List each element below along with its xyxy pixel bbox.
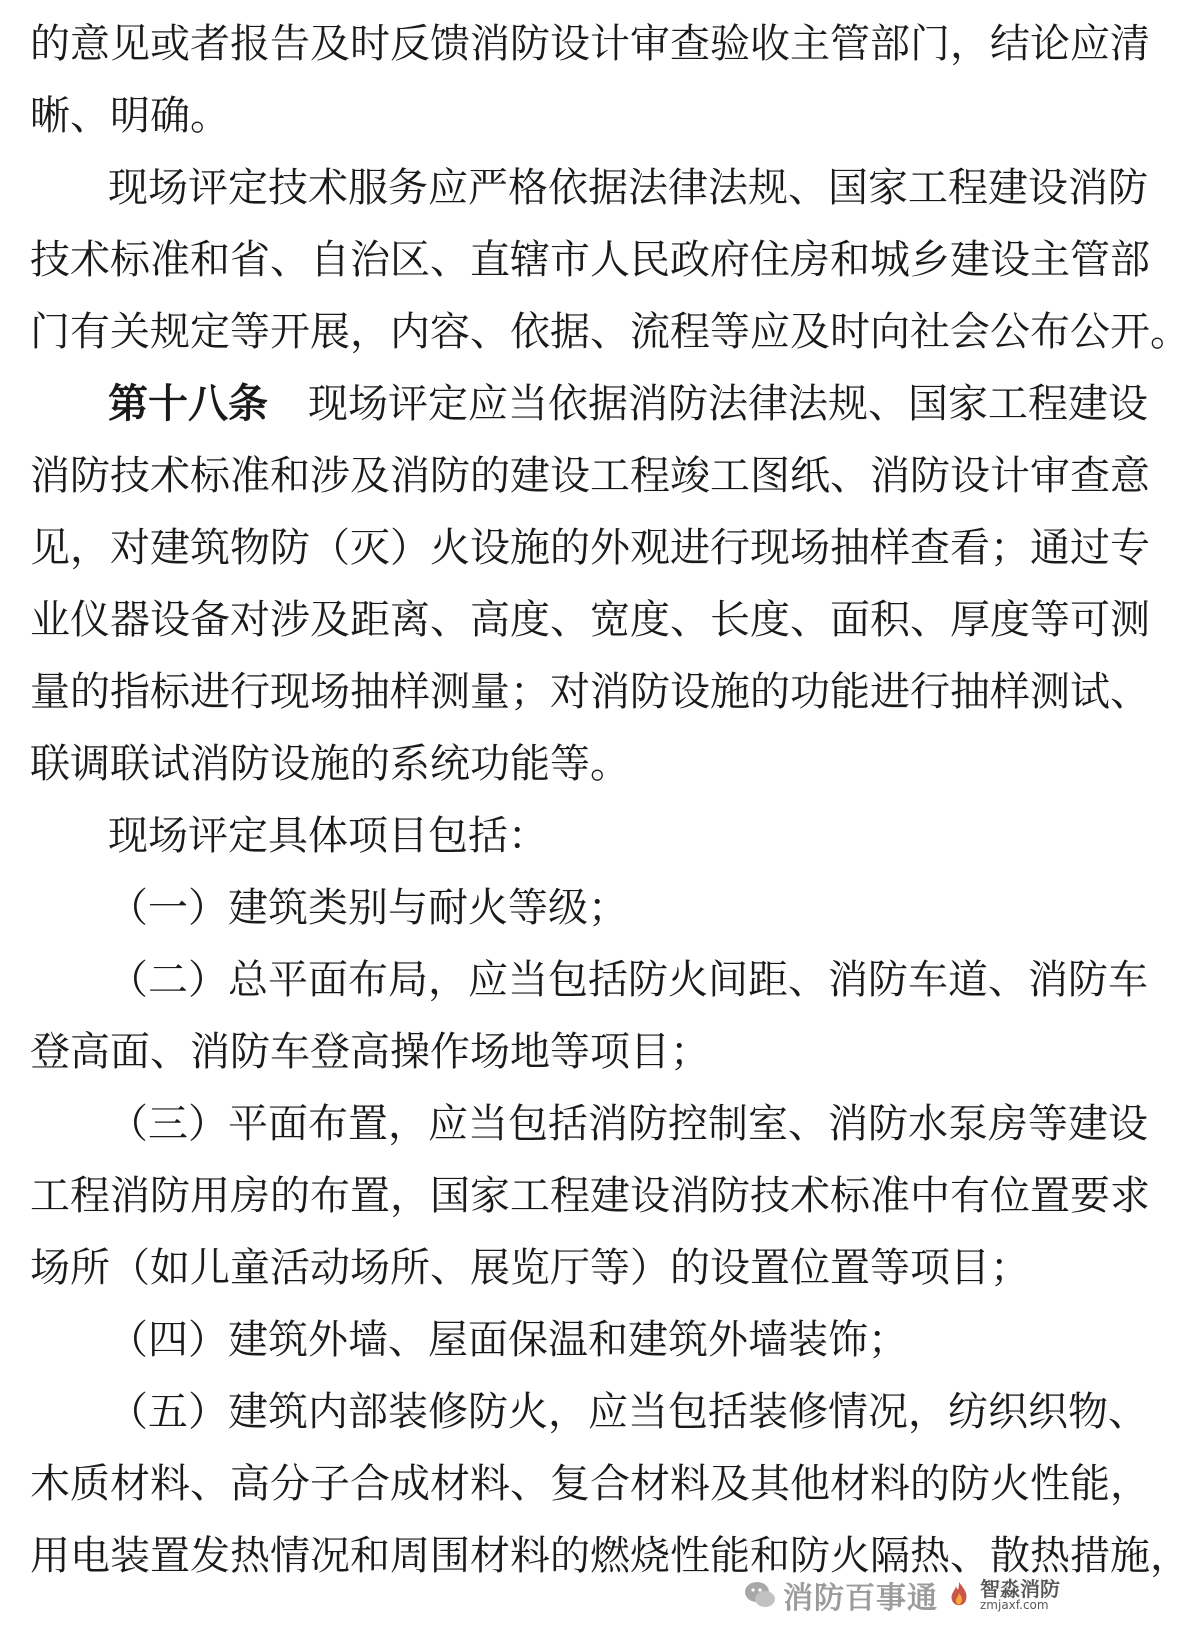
brand-logo-name: 智淼消防 xyxy=(980,1577,1060,1601)
list-item: （二）总平面布局，应当包括防火间距、消防车道、消防车 xyxy=(108,957,1148,1003)
article-heading: 第十八条 xyxy=(108,380,268,427)
text-line: 现场评定具体项目包括： xyxy=(108,813,548,859)
brand-logo xyxy=(980,1579,1060,1611)
list-item: （一）建筑类别与耐火等级； xyxy=(108,885,628,931)
wechat-icon xyxy=(743,1578,777,1612)
text-line: 量的指标进行现场抽样测量；对消防设施的功能进行抽样测试、 xyxy=(30,669,1150,715)
article-text: 现场评定应当依据消防法律法规、国家工程建设 xyxy=(308,381,1148,427)
article-line xyxy=(108,378,1148,434)
brand-logo-url: zmjaxf.com xyxy=(980,1598,1049,1612)
text-line: 现场评定技术服务应严格依据法律法规、国家工程建设消防 xyxy=(108,165,1148,211)
text-line: 工程消防用房的布置，国家工程建设消防技术标准中有位置要求 xyxy=(30,1173,1150,1219)
text-line: 业仪器设备对涉及距离、高度、宽度、长度、面积、厚度等可测 xyxy=(30,597,1150,643)
text-line: 联调联试消防设施的系统功能等。 xyxy=(30,741,630,787)
text-line: 消防技术标准和涉及消防的建设工程竣工图纸、消防设计审查意 xyxy=(30,453,1150,499)
text-line: 登高面、消防车登高操作场地等项目； xyxy=(30,1029,710,1075)
text-line: 晰、明确。 xyxy=(30,93,230,139)
text-line: 木质材料、高分子合成材料、复合材料及其他材料的防火性能， xyxy=(30,1461,1150,1507)
list-item: （三）平面布置，应当包括消防控制室、消防水泵房等建设 xyxy=(108,1101,1148,1147)
watermark xyxy=(743,1573,1060,1617)
text-line: 场所（如儿童活动场所、展览厅等）的设置位置等项目； xyxy=(30,1245,1030,1291)
list-item: （五）建筑内部装修防火，应当包括装修情况，纺织织物、 xyxy=(108,1389,1148,1435)
flame-logo-icon xyxy=(944,1580,974,1610)
text-line: 门有关规定等开展，内容、依据、流程等应及时向社会公布公开。 xyxy=(30,309,1190,355)
text-line: 技术标准和省、自治区、直辖市人民政府住房和城乡建设主管部 xyxy=(30,237,1150,283)
text-line: 用电装置发热情况和周围材料的燃烧性能和防火隔热、散热措施， xyxy=(30,1533,1190,1579)
list-item: （四）建筑外墙、屋面保温和建筑外墙装饰； xyxy=(108,1317,908,1363)
text-line: 的意见或者报告及时反馈消防设计审查验收主管部门，结论应清 xyxy=(30,21,1150,67)
watermark-account-name: 消防百事通 xyxy=(783,1581,938,1616)
text-line: 见，对建筑物防（灭）火设施的外观进行现场抽样查看；通过专 xyxy=(30,525,1150,571)
